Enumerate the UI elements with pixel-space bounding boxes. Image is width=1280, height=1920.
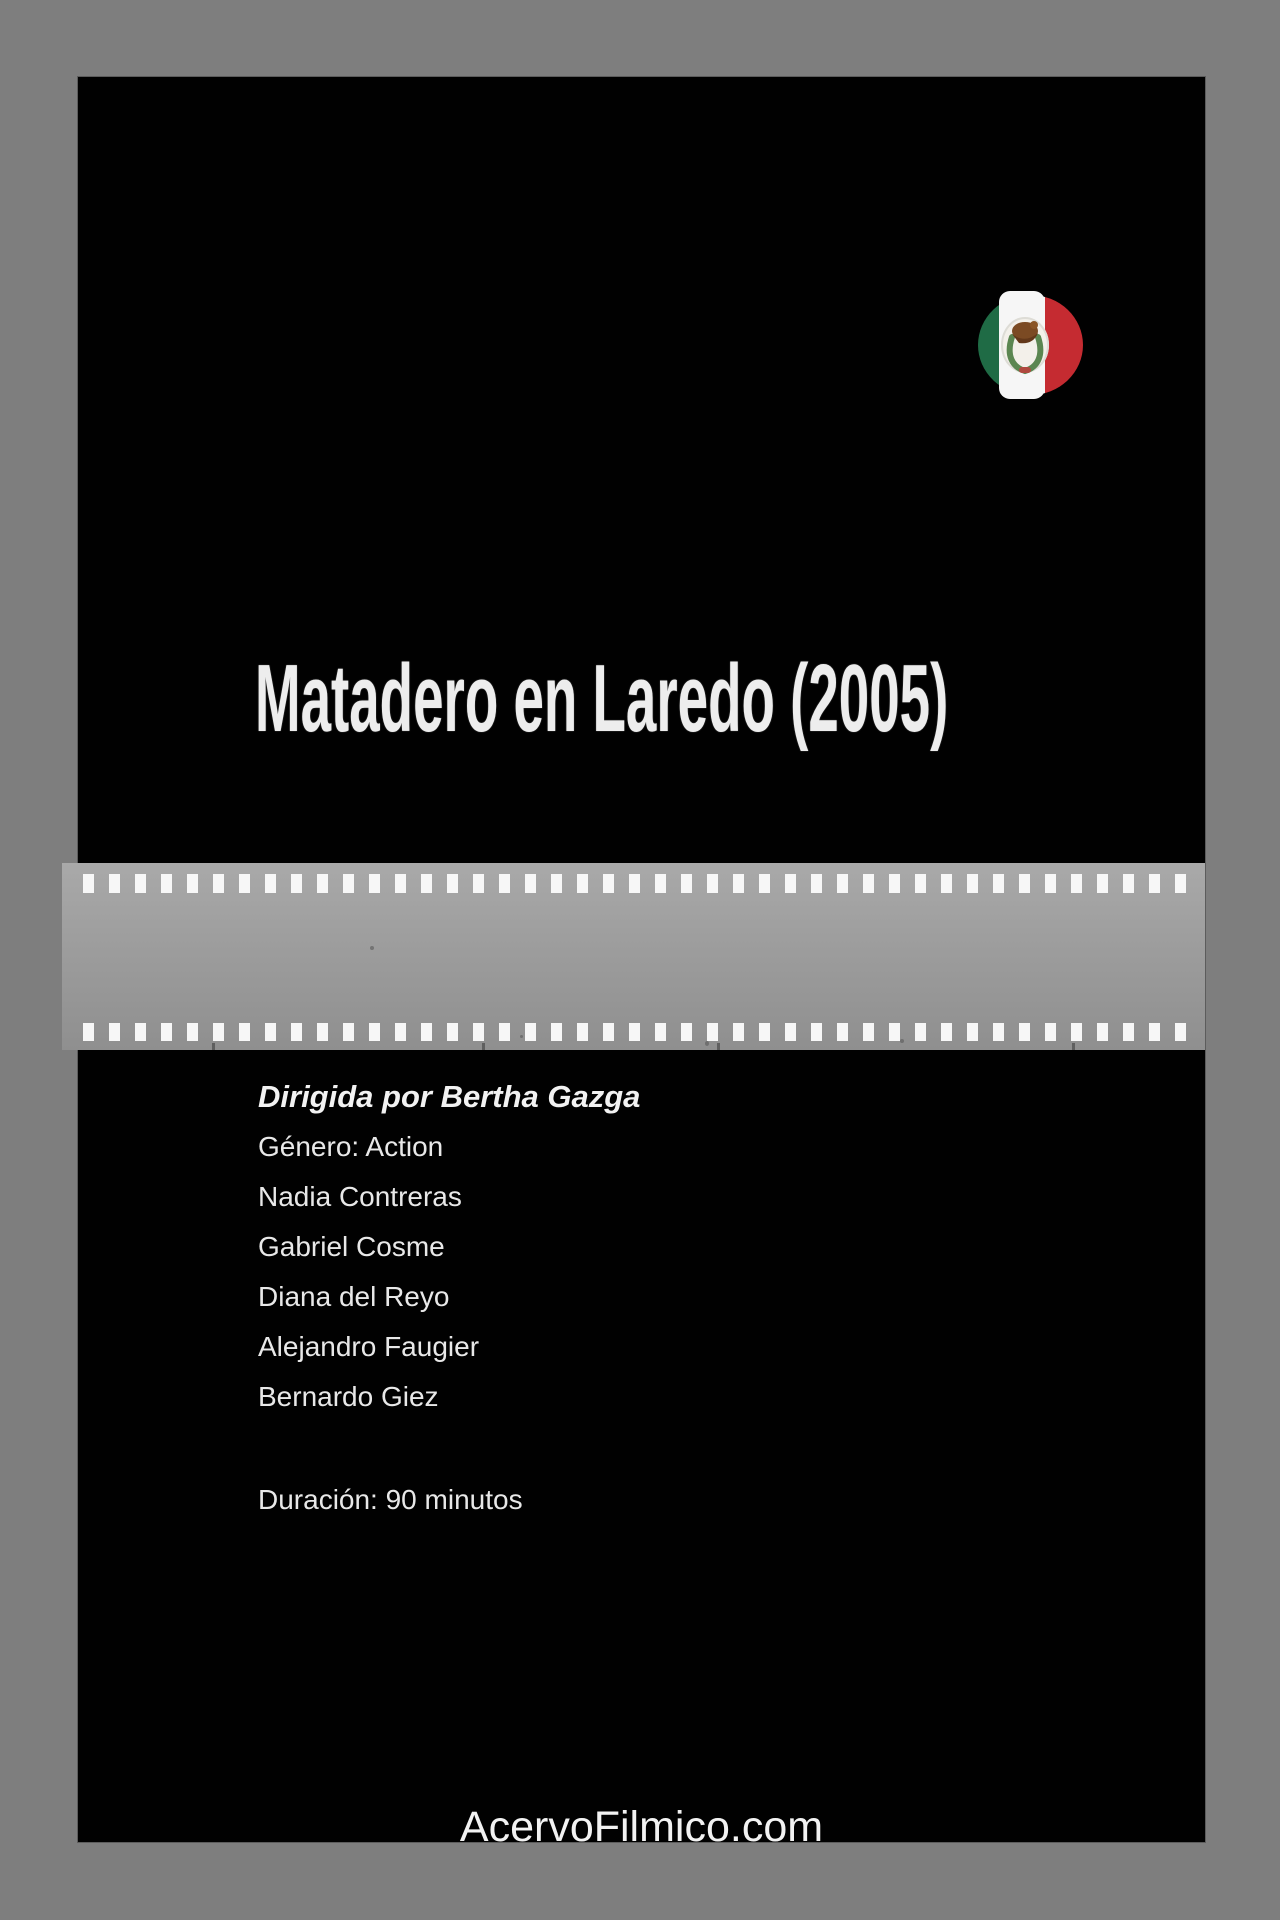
film-strip <box>62 863 1205 1050</box>
film-grain-speck <box>370 946 374 950</box>
flag-eagle-emblem <box>1004 317 1046 375</box>
film-grain-speck <box>520 1035 523 1038</box>
film-edge-mark <box>1072 1043 1075 1050</box>
cast-member: Diana del Reyo <box>258 1281 450 1312</box>
mexico-flag-icon <box>978 291 1083 399</box>
movie-title: Matadero en Laredo (2005) <box>255 645 949 752</box>
genre-line: Género: Action <box>258 1131 444 1162</box>
duration-line: Duración: 90 minutos <box>258 1484 523 1515</box>
film-sprocket-holes-top <box>83 874 1201 893</box>
credits-block <box>258 1072 640 1525</box>
film-edge-mark <box>717 1043 720 1050</box>
film-grain-speck <box>705 1041 709 1046</box>
cast-member: Bernardo Giez <box>258 1381 439 1412</box>
film-sprocket-holes-bottom <box>83 1023 1201 1041</box>
cast-member: Nadia Contreras <box>258 1181 462 1212</box>
film-edge-mark <box>482 1043 485 1050</box>
cast-member: Gabriel Cosme <box>258 1231 445 1262</box>
website-text: AcervoFilmico.com <box>459 1803 824 1842</box>
director-line: Dirigida por Bertha Gazga <box>258 1079 641 1114</box>
film-edge-mark <box>212 1043 215 1050</box>
film-grain-speck <box>900 1039 904 1043</box>
cast-member: Alejandro Faugier <box>258 1331 480 1362</box>
